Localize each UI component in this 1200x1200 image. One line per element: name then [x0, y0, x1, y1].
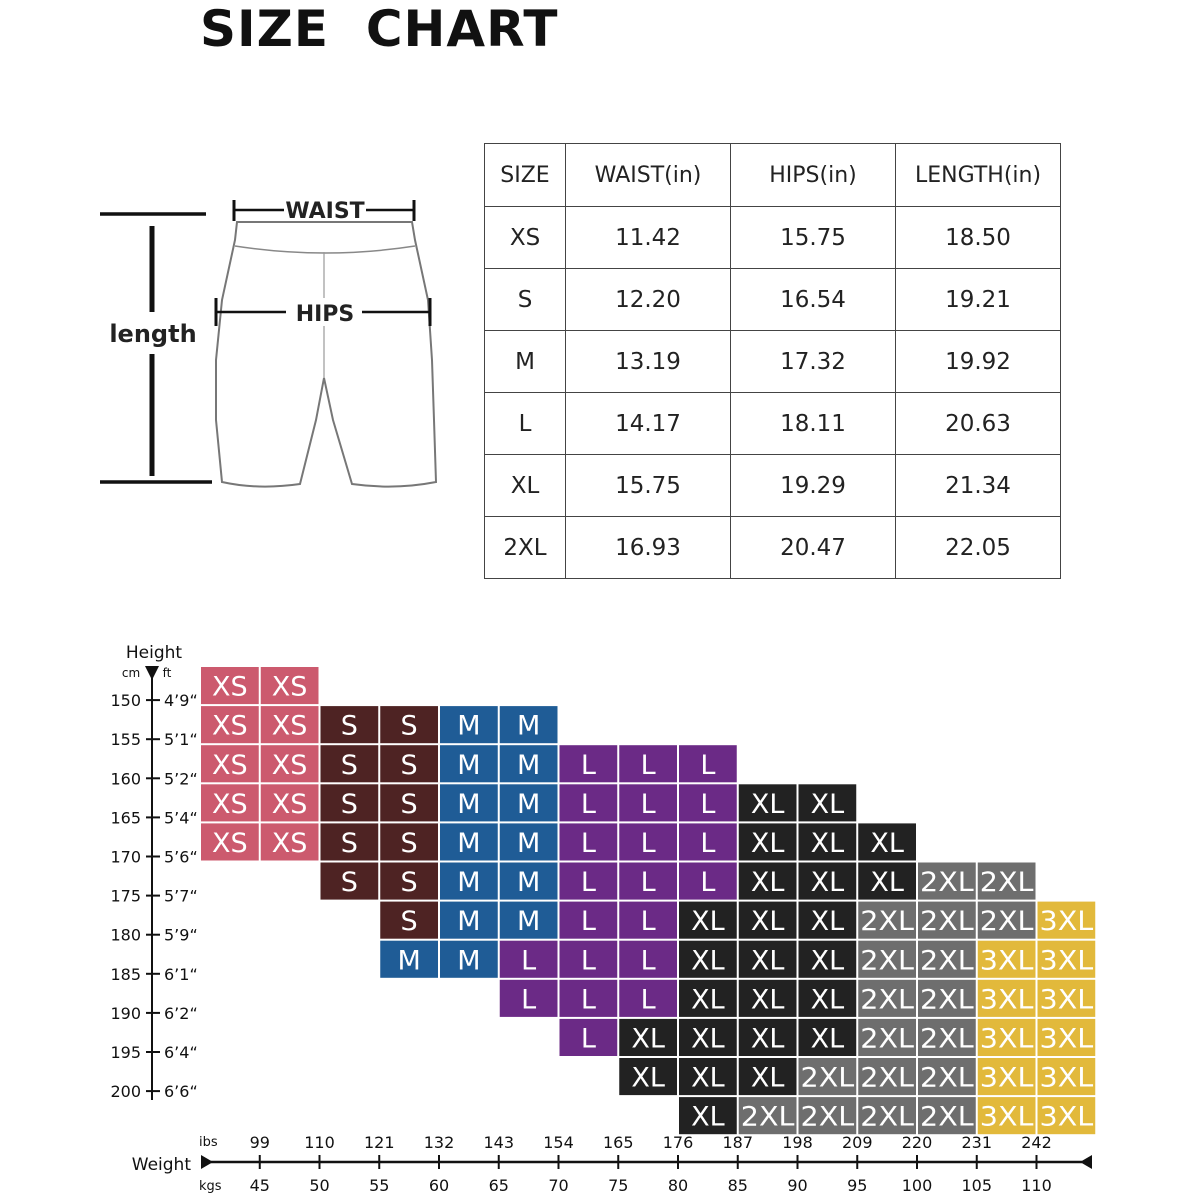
size-cell-label: XL — [691, 1062, 725, 1094]
size-cell-label: 2XL — [920, 1062, 974, 1094]
size-cell-label: XS — [271, 710, 308, 742]
size-cell-label: XL — [691, 945, 725, 977]
weight-tick-label-kgs: 110 — [1021, 1176, 1052, 1195]
table-cell: 19.29 — [731, 455, 896, 517]
size-cell-label: 3XL — [979, 1023, 1034, 1055]
weight-axis-arrow-left — [201, 1155, 213, 1169]
size-cell-label: M — [457, 906, 481, 938]
size-cell-label: L — [640, 867, 656, 899]
table-cell: 11.42 — [566, 207, 731, 269]
table-cell: 20.63 — [896, 393, 1061, 455]
table-cell: 19.21 — [896, 269, 1061, 331]
weight-tick-label-lbs: 231 — [961, 1133, 993, 1152]
weight-tick-label-lbs: 209 — [841, 1133, 873, 1152]
size-cell-label: 2XL — [860, 1023, 914, 1055]
height-axis-title: Height — [125, 643, 183, 663]
size-cell-label: XL — [750, 827, 785, 859]
size-cell-label: XS — [212, 788, 248, 820]
size-cell-label: 3XL — [979, 984, 1034, 1016]
size-cell-label: XS — [212, 671, 248, 703]
size-cell-label: S — [400, 788, 418, 820]
size-cell-label: M — [457, 945, 481, 977]
size-cell-label: XL — [750, 984, 785, 1016]
weight-tick-label-kgs: 105 — [961, 1176, 993, 1195]
size-cell-label: M — [457, 710, 481, 742]
height-tick-label-cm: 165 — [110, 808, 141, 828]
size-cell-label: M — [397, 945, 421, 977]
weight-tick-label-lbs: 176 — [662, 1133, 694, 1152]
weight-tick-label-lbs: 187 — [722, 1133, 754, 1152]
page-title: SIZE CHART — [200, 0, 559, 58]
size-cell-label: L — [580, 867, 596, 899]
weight-tick-label-kgs: 60 — [428, 1176, 450, 1195]
size-cells — [201, 667, 1095, 1134]
weight-tick-label-kgs: 65 — [488, 1176, 509, 1195]
table-cell: 2XL — [485, 517, 566, 579]
size-cell-label: XL — [691, 1023, 725, 1055]
size-cell-label: L — [580, 984, 596, 1016]
size-cell-label: S — [340, 788, 358, 820]
height-tick-label-ft: 6’2“ — [164, 1003, 198, 1023]
height-tick-label-cm: 185 — [110, 964, 141, 984]
height-tick-label-cm: 155 — [110, 730, 141, 750]
size-cell-label: L — [640, 749, 656, 781]
size-cell-label: 2XL — [920, 945, 974, 977]
height-tick-label-ft: 6’1“ — [164, 964, 198, 984]
size-cell-label: S — [340, 827, 358, 859]
size-cell-label: 2XL — [800, 1062, 855, 1094]
size-cell-label: L — [580, 1023, 596, 1055]
table-cell: 16.93 — [566, 517, 731, 579]
weight-tick-label-kgs: 80 — [667, 1176, 689, 1195]
size-cell-label: 2XL — [920, 867, 974, 899]
size-cell-label: L — [580, 906, 596, 938]
size-cell-label: 3XL — [1039, 945, 1094, 977]
weight-tick-label-kgs: 70 — [548, 1176, 569, 1195]
height-tick-label-cm: 160 — [110, 769, 141, 789]
weight-tick-label-kgs: 90 — [787, 1176, 808, 1195]
size-cell-label: XS — [212, 710, 248, 742]
height-axis-arrow — [145, 666, 159, 680]
table-cell: L — [485, 393, 566, 455]
size-cell-label: 3XL — [979, 1101, 1034, 1133]
height-unit-ft: ft — [162, 666, 172, 680]
table-cell: 14.17 — [566, 393, 731, 455]
weight-tick-label-lbs: 121 — [363, 1133, 395, 1152]
size-cell-label: XL — [691, 906, 725, 938]
table-cell: 16.54 — [731, 269, 896, 331]
weight-tick-label-kgs: 75 — [608, 1176, 629, 1195]
size-cell-label: 3XL — [1039, 984, 1094, 1016]
length-label: length — [109, 320, 197, 348]
size-cell-label: XL — [691, 1101, 725, 1133]
size-cell-label: XL — [810, 945, 845, 977]
size-cell-label: XS — [212, 749, 248, 781]
hips-label: HIPS — [295, 302, 355, 327]
size-cell-label: XL — [810, 788, 845, 820]
weight-tick-label-lbs: 132 — [423, 1133, 455, 1152]
height-tick-label-cm: 170 — [110, 847, 141, 867]
size-cell-label: 3XL — [979, 1062, 1034, 1094]
table-header-cell: WAIST(in) — [566, 144, 731, 207]
size-cell-label: XL — [750, 1023, 785, 1055]
size-cell-label: S — [340, 710, 358, 742]
size-cell-label: XL — [750, 788, 785, 820]
weight-tick-label-lbs: 242 — [1021, 1133, 1052, 1152]
size-cell-label: 2XL — [920, 1023, 974, 1055]
size-cell-label: 2XL — [860, 945, 914, 977]
size-cell-label: 3XL — [979, 945, 1034, 977]
height-tick-label-ft: 5’6“ — [164, 847, 198, 867]
weight-tick-label-kgs: 95 — [847, 1176, 868, 1195]
height-tick-label-ft: 4’9“ — [164, 691, 198, 711]
size-cell-label: S — [400, 749, 418, 781]
size-cell-label: M — [516, 906, 541, 938]
size-cell-label: S — [340, 749, 358, 781]
table-cell: XS — [485, 207, 566, 269]
size-cell-label: L — [640, 788, 656, 820]
size-cell-label: XL — [631, 1023, 665, 1055]
weight-tick-label-lbs: 143 — [483, 1133, 515, 1152]
size-cell-label: M — [516, 827, 541, 859]
size-cell-label: 2XL — [920, 984, 974, 1016]
waist-label: WAIST — [285, 199, 365, 224]
size-cell-label: XS — [212, 827, 248, 859]
table-cell: M — [485, 331, 566, 393]
height-tick-label-cm: 175 — [110, 886, 141, 906]
size-cell-label: M — [457, 867, 481, 899]
weight-unit-lbs: ibs — [199, 1135, 218, 1150]
size-cell-label: 2XL — [860, 1062, 914, 1094]
height-tick-label-cm: 180 — [110, 925, 141, 945]
weight-tick-label-kgs: 85 — [727, 1176, 748, 1195]
size-cell-label: L — [700, 827, 716, 859]
size-cell-label: L — [640, 906, 656, 938]
size-cell-label: L — [640, 984, 656, 1016]
size-cell-label: M — [457, 749, 481, 781]
height-tick-label-ft: 6’6“ — [164, 1082, 198, 1102]
table-cell: 15.75 — [566, 455, 731, 517]
table-cell: 17.32 — [731, 331, 896, 393]
size-cell-label: L — [521, 984, 537, 1016]
weight-axis-title: Weight — [131, 1155, 191, 1175]
size-cell-label: XL — [750, 906, 785, 938]
size-cell-label: M — [516, 749, 541, 781]
height-tick-label-cm: 195 — [110, 1043, 141, 1062]
size-cell-label: XL — [870, 827, 904, 859]
size-cell-label: XS — [271, 749, 308, 781]
size-cell-label: L — [521, 945, 537, 977]
size-cell-label: XL — [810, 984, 845, 1016]
size-cell-label: S — [400, 906, 418, 938]
table-header-cell: SIZE — [485, 144, 566, 207]
height-tick-label-ft: 5’9“ — [164, 925, 198, 945]
size-cell-label: S — [400, 867, 418, 899]
size-cell-label: XL — [870, 867, 904, 899]
weight-tick-label-kgs: 100 — [901, 1176, 933, 1195]
table-header-cell: HIPS(in) — [731, 144, 896, 207]
size-cell-label: 3XL — [1039, 1062, 1094, 1094]
table-cell: 13.19 — [566, 331, 731, 393]
size-cell-label: M — [516, 867, 541, 899]
height-tick-label-ft: 6’4“ — [164, 1043, 198, 1062]
weight-tick-label-kgs: 55 — [369, 1176, 390, 1195]
size-cell-label: 2XL — [920, 906, 974, 938]
weight-axis-arrow-right — [1080, 1155, 1092, 1169]
size-cell-label: XS — [271, 827, 308, 859]
size-cell-label: 3XL — [1039, 1023, 1094, 1055]
size-cell-label: 2XL — [860, 984, 914, 1016]
size-cell-label: XL — [691, 984, 725, 1016]
size-cell-label: XL — [810, 827, 845, 859]
size-cell-label: 2XL — [979, 867, 1034, 899]
size-cell-label: L — [640, 827, 656, 859]
size-cell-label: XL — [810, 1023, 845, 1055]
size-cell-label: L — [580, 788, 596, 820]
table-cell: 15.75 — [731, 207, 896, 269]
size-cell-label: L — [580, 945, 596, 977]
height-tick-label-ft: 5’4“ — [164, 808, 198, 828]
weight-tick-label-lbs: 220 — [901, 1133, 933, 1152]
size-cell-label: 2XL — [860, 1101, 914, 1133]
weight-tick-label-lbs: 110 — [304, 1133, 335, 1152]
weight-tick-label-lbs: 165 — [602, 1133, 634, 1152]
size-cell-label: S — [400, 710, 418, 742]
size-cell-label: 2XL — [920, 1101, 974, 1133]
size-cell-label: S — [400, 827, 418, 859]
size-cell-label: S — [340, 867, 358, 899]
height-tick-label-cm: 150 — [110, 691, 141, 711]
size-cell-label: XL — [750, 867, 785, 899]
size-cell-label: 2XL — [979, 906, 1034, 938]
size-cell-label: L — [700, 867, 716, 899]
table-cell: 21.34 — [896, 455, 1061, 517]
size-cell-label: M — [457, 788, 481, 820]
weight-tick-label-lbs: 99 — [249, 1133, 270, 1152]
size-cell-label: L — [700, 749, 716, 781]
size-cell-label: L — [700, 788, 716, 820]
size-cell-label: 2XL — [800, 1101, 855, 1133]
size-cell-label: 3XL — [1039, 906, 1094, 938]
height-unit-cm: cm — [121, 666, 141, 680]
table-cell: 19.92 — [896, 331, 1061, 393]
table-cell: 20.47 — [731, 517, 896, 579]
height-tick-label-ft: 5’2“ — [164, 769, 198, 789]
size-cell-label: XL — [750, 945, 785, 977]
size-cell-label: XL — [810, 867, 845, 899]
height-tick-label-cm: 200 — [110, 1082, 141, 1102]
size-cell-label: XL — [631, 1062, 665, 1094]
weight-unit-kgs: kgs — [199, 1179, 222, 1194]
weight-tick-label-lbs: 198 — [782, 1133, 813, 1152]
table-header-cell: LENGTH(in) — [896, 144, 1061, 207]
table-cell: 22.05 — [896, 517, 1061, 579]
weight-tick-label-lbs: 154 — [543, 1133, 574, 1152]
size-cell-label: 2XL — [740, 1101, 795, 1133]
size-cell-label: M — [516, 710, 541, 742]
height-tick-label-ft: 5’1“ — [164, 730, 198, 750]
size-cell-label: XL — [750, 1062, 785, 1094]
size-cell-label: 3XL — [1039, 1101, 1094, 1133]
weight-tick-label-kgs: 50 — [309, 1176, 330, 1195]
height-tick-label-cm: 190 — [110, 1003, 141, 1023]
size-cell-label: XS — [271, 671, 308, 703]
table-cell: 18.11 — [731, 393, 896, 455]
size-cell-label: L — [580, 827, 596, 859]
size-cell-label: M — [457, 827, 481, 859]
size-cell-label: L — [640, 945, 656, 977]
table-cell: 18.50 — [896, 207, 1061, 269]
table-cell: 12.20 — [566, 269, 731, 331]
size-cell-label: XS — [271, 788, 308, 820]
size-cell-label: 2XL — [860, 906, 914, 938]
size-cell-label: L — [580, 749, 596, 781]
table-cell: XL — [485, 455, 566, 517]
table-cell: S — [485, 269, 566, 331]
height-tick-label-ft: 5’7“ — [164, 886, 198, 906]
size-cell-label: M — [516, 788, 541, 820]
weight-tick-label-kgs: 45 — [249, 1176, 270, 1195]
size-cell-label: XL — [810, 906, 845, 938]
